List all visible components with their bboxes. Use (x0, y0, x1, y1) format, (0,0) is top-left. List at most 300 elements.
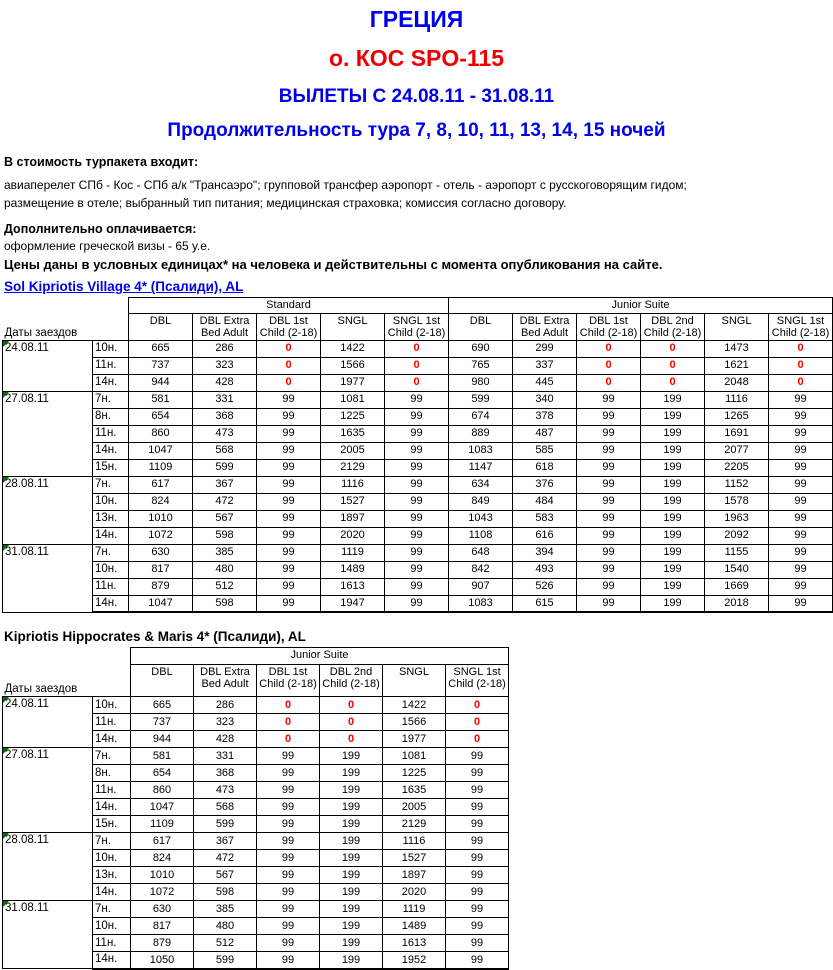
date-cell: 28.08.11 (3, 833, 93, 901)
price-cell: 199 (641, 578, 705, 595)
price-cell: 368 (194, 765, 257, 782)
price-cell: 1621 (705, 357, 769, 374)
price-cell: 1225 (321, 408, 385, 425)
price-cell: 581 (129, 391, 193, 408)
price-cell: 2092 (705, 527, 769, 544)
price-cell: 1963 (705, 510, 769, 527)
table-row (3, 357, 833, 374)
table-row (3, 527, 833, 544)
nights-cell: 14н. (93, 527, 129, 544)
nights-cell: 14н. (93, 374, 129, 391)
price-cell: 99 (257, 918, 320, 935)
price-cell: 199 (320, 952, 383, 969)
price-cell: 99 (446, 867, 509, 884)
price-cell: 99 (769, 408, 833, 425)
column-header: DBL Extra Bed Adult (193, 314, 257, 341)
price-cell: 0 (769, 357, 833, 374)
price-cell: 199 (641, 391, 705, 408)
nights-cell: 10н. (93, 918, 131, 935)
room-type-header: Junior Suite (131, 648, 509, 665)
price-cell: 617 (129, 476, 193, 493)
table-row (3, 697, 509, 714)
table-row (3, 374, 833, 391)
price-cell: 367 (194, 833, 257, 850)
nights-cell: 7н. (93, 748, 131, 765)
price-cell: 1897 (383, 867, 446, 884)
price-cell: 99 (385, 408, 449, 425)
price-cell: 199 (320, 799, 383, 816)
price-cell: 99 (446, 850, 509, 867)
nights-cell: 14н. (93, 731, 131, 748)
price-cell: 428 (194, 731, 257, 748)
price-cell: 1081 (383, 748, 446, 765)
nights-cell: 11н. (93, 425, 129, 442)
price-cell: 598 (193, 527, 257, 544)
price-cell: 616 (513, 527, 577, 544)
price-cell: 1566 (321, 357, 385, 374)
price-cell: 99 (257, 935, 320, 952)
price-cell: 99 (385, 510, 449, 527)
price-cell: 445 (513, 374, 577, 391)
price-cell: 199 (320, 765, 383, 782)
price-cell: 99 (257, 442, 321, 459)
price-cell: 0 (320, 731, 383, 748)
price-cell: 99 (257, 765, 320, 782)
price-cell: 944 (131, 731, 194, 748)
room-type-header: Standard (129, 298, 449, 314)
table-row (3, 833, 509, 850)
column-header: DBL 1st Child (2-18) (257, 665, 320, 697)
price-cell: 99 (257, 884, 320, 901)
price-cell: 765 (449, 357, 513, 374)
price-cell: 99 (577, 425, 641, 442)
column-header: SNGL 1st Child (2-18) (769, 314, 833, 341)
price-cell: 99 (577, 476, 641, 493)
price-cell: 99 (446, 952, 509, 969)
price-cell: 99 (257, 782, 320, 799)
dates-label-cell: Даты заездов (4, 683, 78, 696)
date-cell: 27.08.11 (3, 391, 93, 476)
price-cell: 1691 (705, 425, 769, 442)
cell-corner-marker-icon (3, 901, 9, 907)
table-row (3, 425, 833, 442)
column-header: DBL 1st Child (2-18) (577, 314, 641, 341)
nights-cell: 8н. (93, 408, 129, 425)
price-cell: 99 (257, 816, 320, 833)
price-cell: 99 (446, 884, 509, 901)
price-cell: 1977 (321, 374, 385, 391)
price-cell: 385 (193, 544, 257, 561)
price-cell: 1566 (383, 714, 446, 731)
included-line-1: авиаперелет СПб - Кос - СПб а/к "Трансаэро"; групповой трансфер аэропорт - отель - аэропорт с русскоговорящим гидом; (4, 178, 687, 192)
nights-cell: 8н. (93, 765, 131, 782)
title-tour-code: о. КОС SPO-115 (328, 45, 505, 71)
price-cell: 99 (769, 425, 833, 442)
price-cell: 99 (385, 544, 449, 561)
price-cell: 299 (513, 340, 577, 357)
price-cell: 1043 (449, 510, 513, 527)
price-cell: 567 (193, 510, 257, 527)
price-cell: 199 (641, 408, 705, 425)
price-cell: 1225 (383, 765, 446, 782)
price-cell: 199 (320, 901, 383, 918)
price-cell: 1540 (705, 561, 769, 578)
price-cell: 99 (257, 867, 320, 884)
nights-cell: 15н. (93, 816, 131, 833)
price-cell: 199 (320, 816, 383, 833)
nights-cell: 14н. (93, 595, 129, 612)
price-cell: 1947 (321, 595, 385, 612)
price-cell: 824 (131, 850, 194, 867)
extra-cost-heading: Дополнительно оплачивается: (4, 222, 197, 236)
price-cell: 583 (513, 510, 577, 527)
price-cell: 630 (129, 544, 193, 561)
price-cell: 690 (449, 340, 513, 357)
price-cell: 879 (131, 935, 194, 952)
price-cell: 99 (446, 935, 509, 952)
price-cell: 1489 (321, 561, 385, 578)
price-cell: 1083 (449, 595, 513, 612)
price-cell: 0 (385, 374, 449, 391)
nights-cell: 10н. (93, 340, 129, 357)
price-cell: 1047 (131, 799, 194, 816)
nights-cell: 13н. (93, 867, 131, 884)
price-cell: 1578 (705, 493, 769, 510)
price-cell: 199 (641, 425, 705, 442)
price-cell: 598 (193, 595, 257, 612)
column-header: SNGL (705, 314, 769, 341)
price-cell: 1081 (321, 391, 385, 408)
column-header: SNGL (321, 314, 385, 341)
price-cell: 199 (320, 918, 383, 935)
price-cell: 199 (641, 561, 705, 578)
price-cell: 473 (194, 782, 257, 799)
dates-label-cell: Даты заездов (4, 326, 78, 339)
price-cell: 199 (320, 748, 383, 765)
price-cell: 199 (641, 459, 705, 476)
price-cell: 0 (641, 374, 705, 391)
title-departures: ВЫЛЕТЫ С 24.08.11 - 31.08.11 (278, 86, 555, 107)
price-cell: 1422 (383, 697, 446, 714)
nights-cell: 10н. (93, 561, 129, 578)
price-cell: 737 (131, 714, 194, 731)
price-table-kipriotis-hippocrates-maris (0, 647, 833, 970)
price-cell: 1072 (131, 884, 194, 901)
price-cell: 99 (257, 952, 320, 969)
nights-cell: 7н. (93, 476, 129, 493)
price-cell: 665 (129, 340, 193, 357)
column-header: DBL (129, 314, 193, 341)
price-cell: 599 (449, 391, 513, 408)
price-cell: 99 (257, 578, 321, 595)
price-cell: 1072 (129, 527, 193, 544)
column-header: DBL Extra Bed Adult (194, 665, 257, 697)
price-cell: 199 (641, 510, 705, 527)
price-cell: 428 (193, 374, 257, 391)
table-row (3, 544, 833, 561)
table-row (3, 578, 833, 595)
price-cell: 99 (257, 595, 321, 612)
price-cell: 2005 (321, 442, 385, 459)
title-country: ГРЕЦИЯ (369, 6, 464, 32)
price-note: Цены даны в условных единицах* на человека и действительны с момента опубликования на сайте. (4, 257, 663, 272)
price-cell: 199 (641, 442, 705, 459)
nights-cell: 14н. (93, 799, 131, 816)
price-cell: 1613 (383, 935, 446, 952)
price-cell: 199 (641, 544, 705, 561)
price-cell: 599 (194, 952, 257, 969)
price-cell: 0 (320, 714, 383, 731)
date-cell: 28.08.11 (3, 476, 93, 544)
price-cell: 199 (641, 493, 705, 510)
price-cell: 1047 (129, 442, 193, 459)
table-row (3, 408, 833, 425)
title-block (0, 6, 833, 142)
price-cell: 1116 (383, 833, 446, 850)
price-cell: 99 (257, 799, 320, 816)
price-cell: 337 (513, 357, 577, 374)
price-cell: 817 (131, 918, 194, 935)
price-cell: 340 (513, 391, 577, 408)
nights-cell: 10н. (93, 697, 131, 714)
table-row (3, 476, 833, 493)
nights-cell: 13н. (93, 510, 129, 527)
column-header: DBL 2nd Child (2-18) (320, 665, 383, 697)
column-header: DBL (131, 665, 194, 697)
price-cell: 889 (449, 425, 513, 442)
price-cell: 1635 (383, 782, 446, 799)
price-cell: 630 (131, 901, 194, 918)
nights-cell: 11н. (93, 782, 131, 799)
price-cell: 585 (513, 442, 577, 459)
price-cell: 99 (769, 510, 833, 527)
price-cell: 2048 (705, 374, 769, 391)
price-cell: 99 (769, 493, 833, 510)
table-row (3, 340, 833, 357)
price-cell: 99 (577, 544, 641, 561)
price-cell: 1109 (129, 459, 193, 476)
price-cell: 199 (641, 476, 705, 493)
nights-cell: 11н. (93, 578, 129, 595)
price-cell: 99 (257, 391, 321, 408)
price-cell: 1108 (449, 527, 513, 544)
price-cell: 0 (385, 357, 449, 374)
price-cell: 1473 (705, 340, 769, 357)
price-cell: 1152 (705, 476, 769, 493)
price-cell: 99 (446, 901, 509, 918)
price-cell: 2129 (383, 816, 446, 833)
price-cell: 1010 (131, 867, 194, 884)
price-cell: 2005 (383, 799, 446, 816)
date-cell: 27.08.11 (3, 748, 93, 833)
price-cell: 860 (129, 425, 193, 442)
price-cell: 472 (193, 493, 257, 510)
price-table (2, 647, 509, 970)
date-cell: 31.08.11 (3, 544, 93, 612)
price-cell: 1613 (321, 578, 385, 595)
price-cell: 99 (446, 918, 509, 935)
price-cell: 618 (513, 459, 577, 476)
price-cell: 1897 (321, 510, 385, 527)
price-cell: 99 (385, 493, 449, 510)
table-row (3, 391, 833, 408)
cell-corner-marker-icon (3, 833, 9, 839)
price-cell: 1050 (131, 952, 194, 969)
price-cell: 99 (769, 595, 833, 612)
price-cell: 99 (385, 425, 449, 442)
price-cell: 0 (446, 697, 509, 714)
price-cell: 99 (769, 476, 833, 493)
price-cell: 331 (193, 391, 257, 408)
price-cell: 99 (446, 748, 509, 765)
price-cell: 99 (769, 544, 833, 561)
hotel-title-kipriotis-hippocrates-maris: Kipriotis Hippocrates & Maris 4* (Псалиди), AL (4, 629, 306, 645)
price-cell: 842 (449, 561, 513, 578)
price-cell: 944 (129, 374, 193, 391)
price-cell: 0 (446, 714, 509, 731)
price-cell: 1010 (129, 510, 193, 527)
nights-cell: 7н. (93, 901, 131, 918)
price-cell: 99 (385, 561, 449, 578)
price-cell: 1083 (449, 442, 513, 459)
nights-cell: 14н. (93, 442, 129, 459)
price-cell: 199 (320, 782, 383, 799)
price-cell: 199 (320, 833, 383, 850)
table-row (3, 442, 833, 459)
price-cell: 1119 (321, 544, 385, 561)
price-cell: 199 (320, 867, 383, 884)
price-cell: 99 (577, 561, 641, 578)
price-cell: 99 (257, 493, 321, 510)
price-cell: 99 (257, 510, 321, 527)
package-description (4, 155, 833, 272)
table-row (3, 901, 509, 918)
price-cell: 323 (193, 357, 257, 374)
price-cell: 199 (320, 884, 383, 901)
price-cell: 0 (641, 340, 705, 357)
price-cell: 0 (641, 357, 705, 374)
price-cell: 1489 (383, 918, 446, 935)
price-cell: 99 (577, 595, 641, 612)
price-cell: 99 (385, 476, 449, 493)
price-cell: 1527 (383, 850, 446, 867)
price-cell: 599 (193, 459, 257, 476)
price-cell: 99 (769, 459, 833, 476)
price-cell: 99 (257, 833, 320, 850)
price-cell: 99 (446, 799, 509, 816)
price-cell: 1155 (705, 544, 769, 561)
extra-cost-line: оформление греческой визы - 65 у.е. (4, 239, 211, 253)
room-type-header: Junior Suite (449, 298, 833, 314)
date-cell: 24.08.11 (3, 697, 93, 748)
price-cell: 568 (194, 799, 257, 816)
price-cell: 199 (641, 595, 705, 612)
price-cell: 99 (446, 782, 509, 799)
price-cell: 581 (131, 748, 194, 765)
price-cell: 860 (131, 782, 194, 799)
column-header: SNGL 1st Child (2-18) (446, 665, 509, 697)
column-header: SNGL (383, 665, 446, 697)
price-cell: 99 (769, 442, 833, 459)
price-cell: 99 (257, 459, 321, 476)
price-cell: 512 (193, 578, 257, 595)
price-cell: 0 (257, 697, 320, 714)
price-cell: 99 (577, 459, 641, 476)
price-table (2, 297, 833, 613)
table-row (3, 493, 833, 510)
price-cell: 2020 (321, 527, 385, 544)
hotel-link-sol-kipriotis-village[interactable]: Sol Kipriotis Village 4* (Псалиди), AL (4, 279, 244, 294)
date-cell: 24.08.11 (3, 340, 93, 391)
nights-cell: 11н. (93, 714, 131, 731)
column-header: DBL 2nd Child (2-18) (641, 314, 705, 341)
price-cell: 99 (446, 833, 509, 850)
price-cell: 367 (193, 476, 257, 493)
column-header: DBL 1st Child (2-18) (257, 314, 321, 341)
price-cell: 99 (769, 578, 833, 595)
price-cell: 1265 (705, 408, 769, 425)
price-cell: 0 (257, 374, 321, 391)
price-cell: 0 (769, 340, 833, 357)
price-cell: 99 (577, 510, 641, 527)
price-cell: 674 (449, 408, 513, 425)
price-cell: 99 (577, 578, 641, 595)
price-cell: 99 (257, 425, 321, 442)
price-cell: 368 (193, 408, 257, 425)
cell-corner-marker-icon (3, 341, 9, 347)
price-cell: 99 (385, 595, 449, 612)
price-cell: 99 (385, 442, 449, 459)
price-cell: 2205 (705, 459, 769, 476)
price-cell: 378 (513, 408, 577, 425)
price-cell: 323 (194, 714, 257, 731)
price-cell: 385 (194, 901, 257, 918)
price-cell: 526 (513, 578, 577, 595)
nights-cell: 7н. (93, 544, 129, 561)
price-cell: 1527 (321, 493, 385, 510)
price-cell: 617 (131, 833, 194, 850)
price-cell: 99 (769, 391, 833, 408)
price-cell: 99 (257, 850, 320, 867)
price-cell: 879 (129, 578, 193, 595)
column-header: DBL (449, 314, 513, 341)
price-cell: 2018 (705, 595, 769, 612)
price-cell: 817 (129, 561, 193, 578)
title-duration: Продолжительность тура 7, 8, 10, 11, 13, 14, 15 ночей (167, 120, 666, 141)
price-cell: 907 (449, 578, 513, 595)
price-cell: 0 (257, 357, 321, 374)
price-cell: 615 (513, 595, 577, 612)
price-cell: 1669 (705, 578, 769, 595)
price-cell: 1422 (321, 340, 385, 357)
price-cell: 484 (513, 493, 577, 510)
nights-cell: 14н. (93, 884, 131, 901)
price-cell: 665 (131, 697, 194, 714)
price-cell: 473 (193, 425, 257, 442)
price-cell: 99 (577, 408, 641, 425)
cell-corner-marker-icon (3, 545, 9, 551)
price-cell: 199 (320, 935, 383, 952)
nights-cell: 15н. (93, 459, 129, 476)
cell-corner-marker-icon (3, 477, 9, 483)
price-cell: 824 (129, 493, 193, 510)
column-header: DBL Extra Bed Adult (513, 314, 577, 341)
price-cell: 737 (129, 357, 193, 374)
price-cell: 99 (257, 901, 320, 918)
price-cell: 394 (513, 544, 577, 561)
price-cell: 0 (577, 357, 641, 374)
price-cell: 1116 (321, 476, 385, 493)
